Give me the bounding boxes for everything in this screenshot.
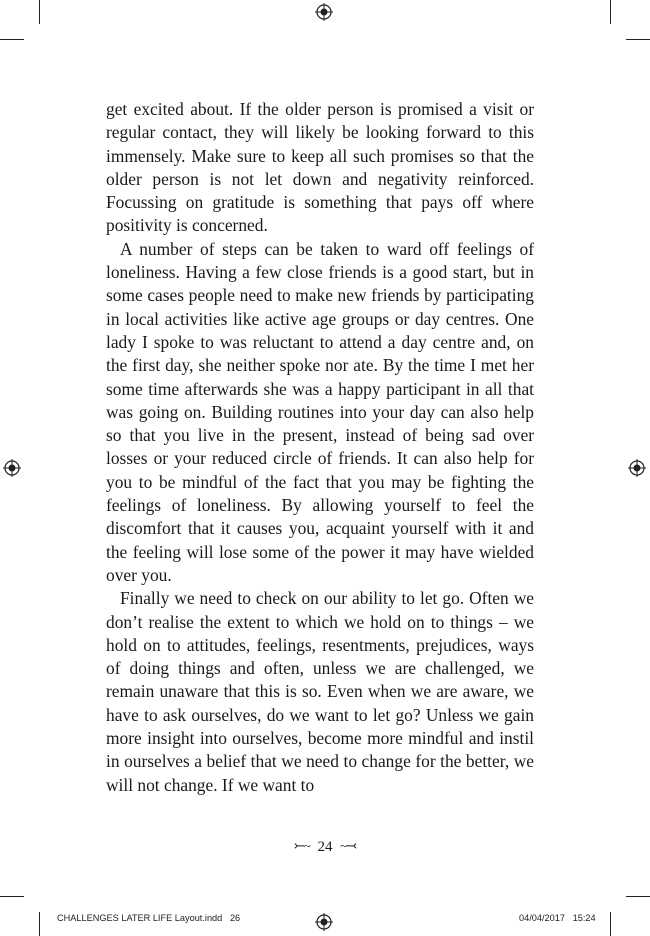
- registration-mark-icon: [628, 459, 646, 477]
- crop-mark-top-left: [39, 0, 40, 24]
- crop-mark-top-right-h: [626, 39, 650, 40]
- folio-ornament-right-icon: ~⤙: [340, 838, 357, 853]
- paragraph-1: get excited about. If the older person is promised a visit or regular contact, they will likely be looking forward to this immensely. Make sure to keep all such promises so that the older person is not let down and negativity reinforced. Focussing on gratitude is something that pays off where positivity is concerned.: [106, 99, 534, 236]
- page-folio: [0, 836, 650, 857]
- crop-mark-bottom-right-h: [626, 896, 650, 897]
- crop-mark-bottom-right: [610, 912, 611, 936]
- registration-mark-icon: [315, 3, 333, 21]
- folio-ornament-left-icon: ⤚~: [293, 838, 310, 853]
- paragraph-2: A number of steps can be taken to ward off feelings of loneliness. Having a few close friends is a good start, but in some cases people need to make new friends by participating in local activities like active age groups or day centres. One lady I spoke to was reluctant to attend a day centre and, on the first day, she neither spoke nor ate. By the time I met her some time afterwards she was a happy participant in all that was going on. Building routines into your day can also help so that you live in the present, instead of being sad over losses or your reduced circle of friends. It can also help for you to be mindful of the fact that you may be fighting the feelings of loneliness. By allowing yourself to feel the discomfort that it causes you, acquaint yourself with it and the feeling will lose some of the power it may have wielded over you.: [106, 238, 534, 585]
- crop-mark-top-right: [610, 0, 611, 24]
- slug-file-label: CHALLENGES LATER LIFE Layout.indd 26: [57, 913, 241, 923]
- crop-mark-bottom-left-h: [0, 896, 24, 897]
- slug-date-time: 04/04/2017 15:24: [519, 913, 596, 923]
- crop-mark-bottom-left: [39, 912, 40, 936]
- crop-mark-top-left-h: [0, 39, 24, 40]
- registration-mark-icon: [315, 913, 333, 931]
- paragraph-3: Finally we need to check on our ability to let go. Often we don’t realise the extent to which we hold on to things – we hold on to attitudes, feelings, resentments, prejudices, ways of doing things and often, unless we are challenged, we remain unaware that this is so. Even when we are aware, we have to ask ourselves, do we want to let go? Unless we gain more insight into ourselves, become more mindful and instil in ourselves a belief that we need to change for the better, we will not change. If we want to: [106, 588, 534, 795]
- body-text: [106, 98, 534, 797]
- page-number: 24: [317, 839, 333, 855]
- registration-mark-icon: [3, 459, 21, 477]
